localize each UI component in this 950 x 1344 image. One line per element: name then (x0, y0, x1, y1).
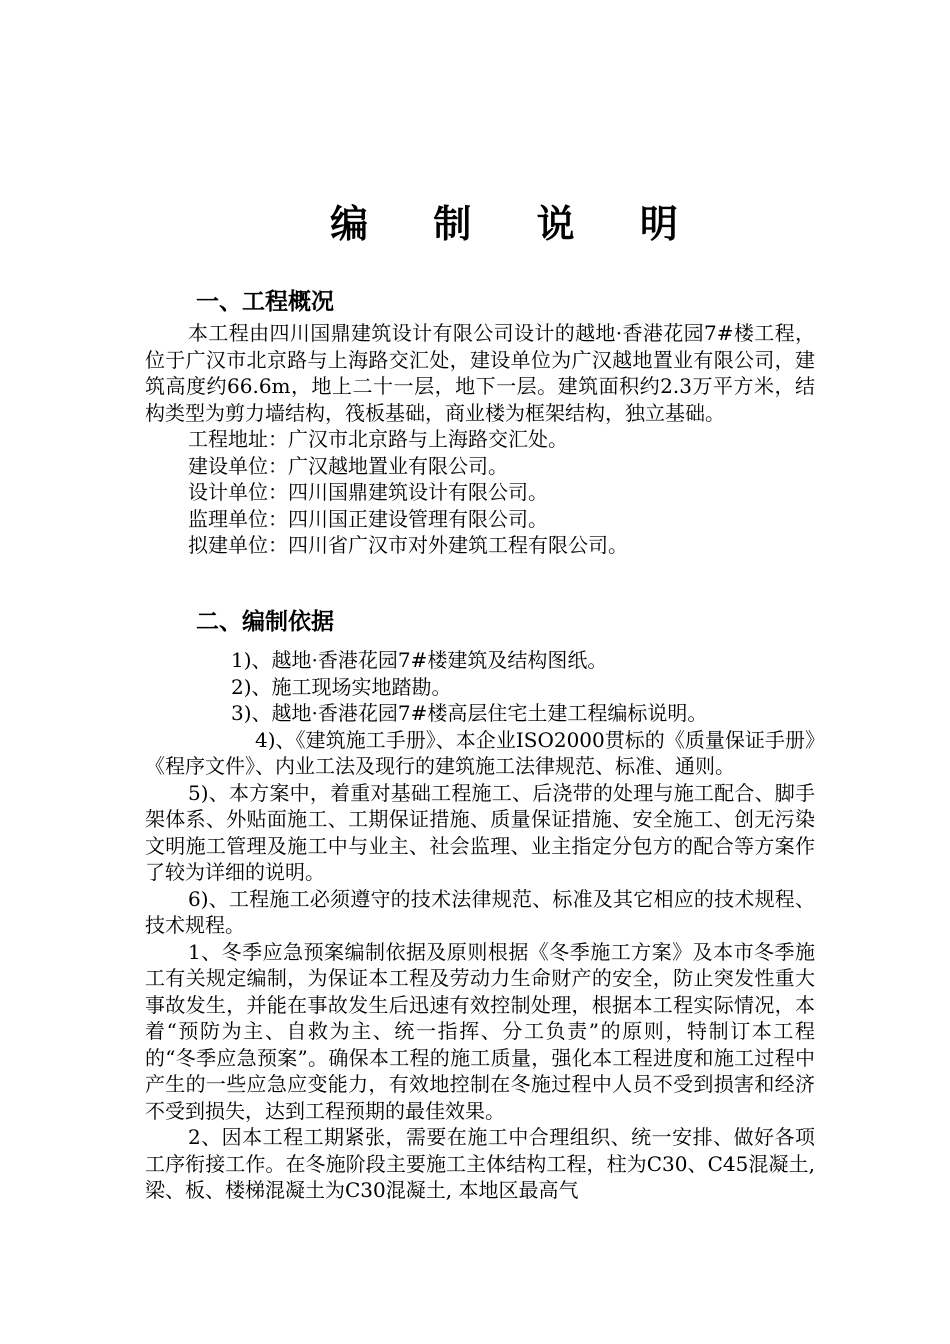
basis-item: 2)、施工现场实地踏勘。 (231, 674, 452, 699)
section-overview-body (145, 320, 815, 559)
basis-item: 4)、《建筑施工手册》、本企业ISO2000贯标的《质量保证手册》《程序文件》、内业工法及现行的建筑施工法律规范、标准、通则。 (145, 727, 815, 778)
emergency-plan-paragraph: 1、冬季应急预案编制依据及原则根据《冬季施工方案》及本市冬季施工有关规定编制，为保证本工程及劳动力生命财产的安全，防止突发性重大事故发生，并能在事故发生后迅速有效控制处理，根据本工程实际情况，本着“预防为主、自救为主、统一指挥、分工负责”的原则，特制订本工程的“冬季应急预案”。确保本工程的施工质量，强化本工程进度和施工过程中产生的一些应急应变能力，有效地控制在冬施过程中人员不受到损害和经济不受到损失，达到工程预期的最佳效果。 (145, 939, 815, 1123)
basis-item: 6)、工程施工必须遵守的技术法律规范、标准及其它相应的技术规程、技术规程。 (145, 886, 815, 937)
section-basis-body (145, 647, 815, 1204)
client-unit: 建设单位：广汉越地置业有限公司。 (188, 453, 508, 478)
construction-unit: 拟建单位：四川省广汉市对外建筑工程有限公司。 (188, 533, 628, 557)
document-title: 编 制 说 明 (330, 202, 704, 246)
section-heading-overview: 一、工程概况 (196, 289, 334, 315)
project-address: 工程地址：广汉市北京路与上海路交汇处。 (188, 427, 568, 451)
section-heading-basis: 二、编制依据 (196, 609, 334, 635)
overview-paragraph: 本工程由四川国鼎建筑设计有限公司设计的越地·香港花园7#楼工程，位于广汉市北京路与上海路交汇处，建设单位为广汉越地置业有限公司，建筑高度约66.6m，地上二十一层，地下一层。建筑面积约2.3万平方米，结构类型为剪力墙结构，筏板基础，商业楼为框架结构，独立基础。 (145, 321, 815, 425)
basis-item: 5)、本方案中，着重对基础工程施工、后浇带的处理与施工配合、脚手架体系、外贴面施工、工期保证措施、质量保证措施、安全施工、创无污染文明施工管理及施工中与业主、社会监理、业主指定分包方的配合等方案作了较为详细的说明。 (145, 780, 815, 884)
basis-item: 1)、越地·香港花园7#楼建筑及结构图纸。 (231, 648, 608, 672)
basis-item: 3)、越地·香港花园7#楼高层住宅土建工程编标说明。 (231, 701, 708, 725)
design-unit: 设计单位：四川国鼎建筑设计有限公司。 (188, 480, 548, 504)
schedule-paragraph: 2、因本工程工期紧张，需要在施工中合理组织、统一安排、做好各项工序衔接工作。在冬施阶段主要施工主体结构工程，柱为C30、C45混凝土,梁、板、楼梯混凝土为C30混凝土, 本地区最高气 (145, 1125, 815, 1202)
supervision-unit: 监理单位：四川国正建设管理有限公司。 (188, 506, 548, 531)
